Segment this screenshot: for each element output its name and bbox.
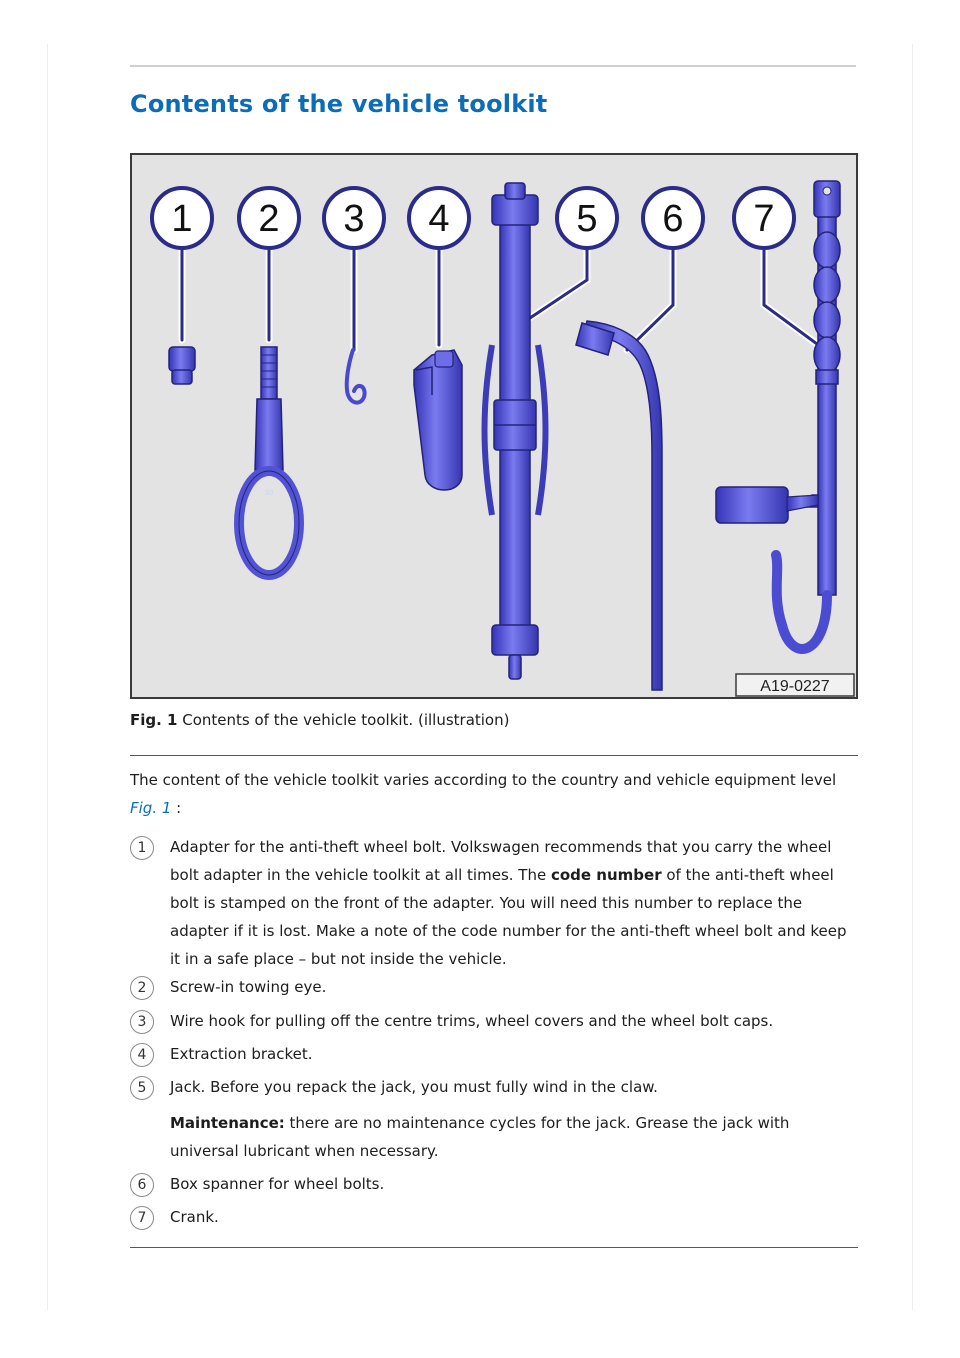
section-rule-bottom [130, 1247, 858, 1248]
callout-3 [324, 188, 384, 248]
left-margin-line [47, 44, 48, 1310]
figure-code-box [736, 674, 854, 696]
svg-text:6: 6 [662, 198, 684, 240]
header-rule [130, 65, 856, 67]
svg-text:7: 7 [753, 198, 775, 240]
svg-text:3: 3 [343, 198, 365, 240]
svg-text:2: 2 [258, 198, 280, 240]
figure-caption-text: Contents of the vehicle toolkit. (illustration) [177, 711, 510, 729]
intro-suffix: : [171, 799, 182, 817]
item-number-badge: 6 [130, 1173, 154, 1197]
callout-5 [557, 188, 617, 248]
item-number-badge: 4 [130, 1043, 154, 1067]
figure-label: Fig. 1 [130, 711, 178, 729]
item-bold-term: code number [550, 866, 662, 884]
toolkit-illustration [132, 155, 856, 697]
maintenance-label: Maintenance: [170, 1114, 285, 1132]
callout-6 [643, 188, 703, 248]
item-text: of the anti-theft wheel bolt is stamped on the front of the adapter. You will need this number to replace the adapter if it is lost. Make a note of the code number for the anti-theft wheel bolt and keep it in a safe place – but not inside the vehicle. [170, 866, 847, 968]
section-rule-top [130, 755, 858, 756]
intro-paragraph [130, 766, 856, 822]
list-item: Extraction bracket. [170, 1045, 313, 1063]
list-item [170, 833, 860, 973]
svg-text:5: 5 [576, 198, 598, 240]
callout-4 [409, 188, 469, 248]
page-title: Contents of the vehicle toolkit [130, 90, 548, 118]
item-text: Adapter for the anti-theft wheel bolt. Volkswagen recommends that you carry the wheel bolt adapter in the vehicle toolkit at all times. The [170, 838, 832, 884]
toolkit-figure [130, 153, 858, 699]
maintenance-text: there are no maintenance cycles for the jack. Grease the jack with universal lubricant when necessary. [170, 1114, 790, 1160]
figure-caption [130, 711, 509, 729]
svg-text:1: 1 [171, 198, 193, 240]
maintenance-note [170, 1109, 860, 1165]
wheel-bolt-adapter [169, 347, 195, 384]
item-number-badge: 5 [130, 1076, 154, 1100]
right-margin-line [912, 44, 913, 1310]
list-item: Crank. [170, 1208, 219, 1226]
figure-reference-link[interactable]: Fig. 1 [130, 799, 172, 817]
callout-7 [734, 188, 794, 248]
list-item: Box spanner for wheel bolts. [170, 1175, 385, 1193]
figure-code: A19-0227 [760, 678, 830, 695]
callout-1 [152, 188, 212, 248]
list-item: Wire hook for pulling off the centre trims, wheel covers and the wheel bolt caps. [170, 1012, 774, 1030]
item-number-badge: 3 [130, 1010, 154, 1034]
list-item: Jack. Before you repack the jack, you must fully wind in the claw. [170, 1078, 658, 1096]
callout-2 [239, 188, 299, 248]
intro-text: The content of the vehicle toolkit varies according to the country and vehicle equipment level [130, 771, 837, 789]
item-number-badge: 7 [130, 1206, 154, 1230]
item-number-badge: 2 [130, 976, 154, 1000]
item-number-badge: 1 [130, 836, 154, 860]
list-item: Screw-in towing eye. [170, 978, 327, 996]
towing-eye-marking: 30 [264, 489, 274, 497]
svg-text:4: 4 [428, 198, 450, 240]
